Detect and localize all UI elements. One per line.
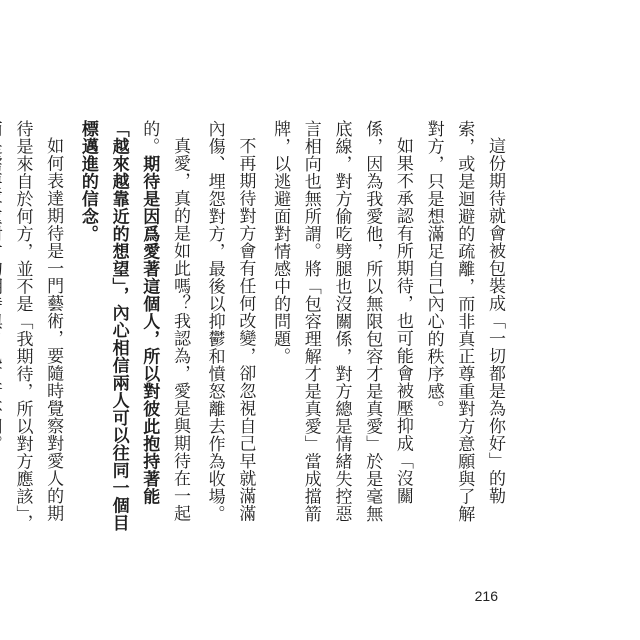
paragraph-4-emphasis: 期待是因爲愛著這個人，所以對彼此抱持著能「越來越靠近的想望」，內心相信兩人可以往同一個目標邁進的信念。	[77, 120, 160, 532]
paragraph-3: 不再期待對方會有任何改變，卻忽視自己早就滿滿內傷、埋怨對方，最後以抑鬱和憤怒離去作為收場。	[204, 120, 256, 523]
paragraph-4-text: 真愛，真的是如此嗎？我認為，愛是與期待在一起的。	[139, 120, 190, 522]
paragraph-4	[72, 120, 195, 538]
paragraph-1: 這份期待就會被包裝成「一切都是為你好」的勒索，或是迴避的疏離，而非真正尊重對方意願與了解對方，只是想滿足自己內心的秩序感。	[423, 120, 505, 523]
paragraph-5: 如何表達期待是一門藝術，要隨時覺察對愛人的期待是來自於何方，並不是「我期待，所以對方應該」，	[12, 120, 64, 532]
page-number: 216	[474, 588, 498, 604]
body-text	[0, 120, 510, 538]
paragraph-2: 如果不承認有所期待，也可能會被壓抑成「沒關係，因為我愛他，所以無限包容才是真愛」於是毫無底線，對方偷吃劈腿也沒關係，對方總是情緒失控惡言相向也無所謂。將「包容理解才是真愛」當成擋箭牌，以逃避面對情感中的問題。	[270, 120, 413, 523]
